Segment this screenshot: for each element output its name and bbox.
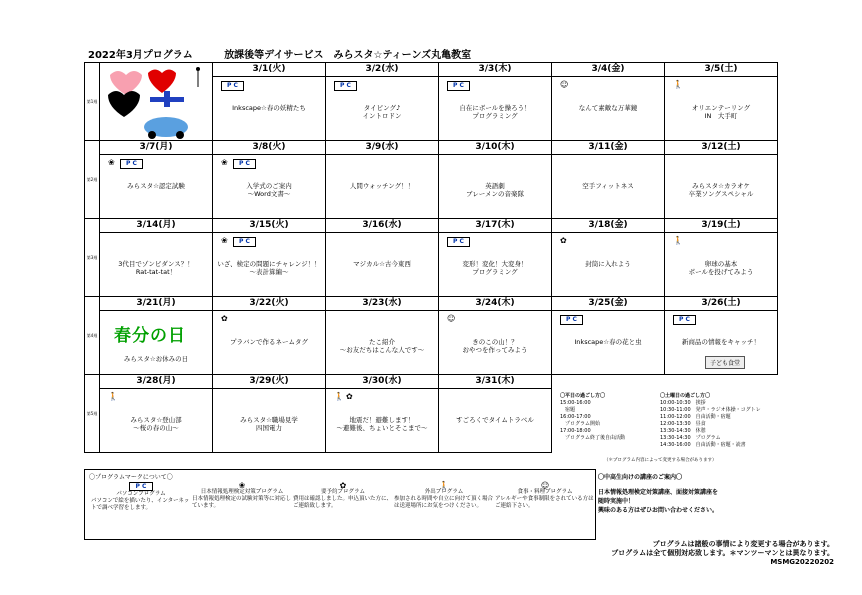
weekday-row: プログラム開始 xyxy=(560,421,600,427)
day-cell xyxy=(665,141,778,219)
day-body xyxy=(665,77,777,140)
day-event: 封筒に入れよう xyxy=(585,260,631,268)
pc-mark-icon: P C xyxy=(233,159,256,169)
saturday-heading: 〇土曜日の過ごし方〇 xyxy=(660,393,711,399)
outing-icon: 🚶 xyxy=(439,481,449,490)
saturday-row: 12:00-13:30 昼食 xyxy=(660,421,706,427)
legend-title: 要予約プログラム xyxy=(321,489,365,495)
day-event: Inkscape☆春の妖精たち xyxy=(232,104,306,112)
day-body xyxy=(213,389,325,452)
legend-title: 食事・料理プログラム xyxy=(517,489,573,495)
footer-line: プログラムは全て個別対応致します。＊マンツーマンとは異なります。 xyxy=(611,549,834,557)
day-body xyxy=(552,233,664,296)
day-body xyxy=(326,389,438,452)
info-line: 興味のある方はぜひお問い合わせください。 xyxy=(598,507,719,514)
day-date: 3/11(金) xyxy=(552,141,664,155)
meal-icon: ☺ xyxy=(560,80,569,89)
day-cell xyxy=(326,63,439,141)
weekday-row: 宿題 xyxy=(560,407,576,413)
day-date: 3/30(水) xyxy=(326,375,438,389)
footer xyxy=(611,540,834,567)
day-event: 人間ウォッチング！！ xyxy=(349,182,415,190)
shunbun-text: 春分の日 xyxy=(114,326,186,346)
day-event: 英語劇 ブレーメンの音楽隊 xyxy=(466,182,524,198)
legend-desc: 費用は確認しました。申込頂いた方に、ご連絡致します。 xyxy=(293,496,393,509)
saturday-row: 13:30-14:30 プログラム xyxy=(660,435,721,441)
week-label: 第1週 xyxy=(85,63,100,141)
legend-desc: アレルギーや食事制限をされている方はご連絡下さい。 xyxy=(495,496,594,509)
day-body xyxy=(326,77,438,140)
day-date: 3/15(火) xyxy=(213,219,325,233)
legend-item xyxy=(293,482,393,510)
saturday-schedule xyxy=(660,393,774,449)
info-line: 日本情報処理検定対策講座、面接対策講座を xyxy=(598,489,719,496)
weekday-row: プログラム終了後自由活動 xyxy=(560,435,625,441)
day-date: 3/4(金) xyxy=(552,63,664,77)
outing-icon: 🚶 xyxy=(673,80,683,89)
info-line: 随時実施中！ xyxy=(598,498,635,505)
day-body xyxy=(100,63,212,140)
legend-heading: 〇プログラムマークについて〇 xyxy=(89,474,173,481)
day-event: なんて素敵な万華鏡 xyxy=(578,104,638,112)
day-date: 3/17(木) xyxy=(439,219,551,233)
outing-icon: 🚶 xyxy=(334,392,344,401)
kids-cafeteria-tag: 子ども食堂 xyxy=(705,356,745,369)
day-event: みらスタ☆登山部 ～桜の春の山～ xyxy=(130,416,182,432)
day-date: 3/2(水) xyxy=(326,63,438,77)
day-event: すごろくでタイムトラベル xyxy=(456,416,534,424)
day-date: 3/23(水) xyxy=(326,297,438,311)
pc-mark-icon: P C xyxy=(334,81,357,91)
day-cell xyxy=(552,141,665,219)
day-cell xyxy=(213,63,326,141)
day-body xyxy=(439,77,551,140)
day-event: 地震だ！避難します！ ～避難後、ちょいとそこまで～ xyxy=(336,416,428,432)
outing-icon: 🚶 xyxy=(673,236,683,245)
day-event: たこ紹介 ～お友だちはこんな人です～ xyxy=(339,338,425,354)
day-body xyxy=(665,233,777,296)
week-row xyxy=(85,141,778,219)
week-row xyxy=(85,297,778,375)
day-cell xyxy=(552,63,665,141)
legend xyxy=(84,469,596,540)
day-date: 3/18(金) xyxy=(552,219,664,233)
day-body xyxy=(326,233,438,296)
day-event: 入学式のご案内 ～Word文書～ xyxy=(246,182,292,198)
weekday-schedule xyxy=(560,393,660,442)
saturday-row: 11:00-12:00 自由活動・宿題 xyxy=(660,414,731,420)
day-body xyxy=(213,155,325,218)
week-label: 第4週 xyxy=(85,297,100,375)
day-cell xyxy=(439,375,552,453)
pc-mark-icon: P C xyxy=(120,159,143,169)
saturday-row: 10:30-11:00 発声・ラジオ体操・コグトレ xyxy=(660,407,761,413)
day-event: みらスタ☆認定試験 xyxy=(127,182,185,190)
day-body xyxy=(100,233,212,296)
day-cell xyxy=(100,297,213,375)
day-event: みらスタ☆お休みの日 xyxy=(123,355,189,363)
day-body xyxy=(326,311,438,374)
day-event: 卵球の基本 ボールを投げてみよう xyxy=(688,260,754,276)
day-cell xyxy=(439,63,552,141)
pc-mark-icon: P C xyxy=(560,315,583,325)
info-heading: 〇中高生向けの講座のご案内〇 xyxy=(598,474,683,481)
day-body xyxy=(665,311,777,374)
pc-mark-icon: P C xyxy=(673,315,696,325)
day-cell xyxy=(439,297,552,375)
day-date: 3/12(土) xyxy=(665,141,777,155)
day-cell xyxy=(665,297,778,375)
day-cell xyxy=(213,141,326,219)
day-date: 3/3(木) xyxy=(439,63,551,77)
day-date: 3/22(火) xyxy=(213,297,325,311)
day-body xyxy=(552,155,664,218)
day-date: 3/16(水) xyxy=(326,219,438,233)
weekday-row: 17:00-18:00 xyxy=(560,428,591,434)
day-cell xyxy=(326,141,439,219)
day-body xyxy=(326,155,438,218)
day-date: 3/9(水) xyxy=(326,141,438,155)
certification-icon: ❀ xyxy=(221,236,228,245)
weekday-row: 15:00-16:00 xyxy=(560,400,591,406)
week-row xyxy=(85,219,778,297)
week-row xyxy=(85,63,778,141)
day-event: オリエンテーリング IN 大手町 xyxy=(691,104,751,120)
certification-icon: ❀ xyxy=(238,481,246,490)
title-year-month: 2022年3月プログラム xyxy=(88,50,193,61)
day-date: 3/5(土) xyxy=(665,63,777,77)
day-body xyxy=(100,155,212,218)
outing-icon: 🚶 xyxy=(108,392,118,401)
legend-desc: 参加される時間や自立に向けて頂く場合は送迎場所にお気をつけください。 xyxy=(394,496,494,509)
day-body xyxy=(665,155,777,218)
day-cell xyxy=(100,375,213,453)
day-body xyxy=(100,311,212,374)
day-body xyxy=(213,77,325,140)
spring-clipart-icon xyxy=(100,63,212,140)
day-date: 3/25(金) xyxy=(552,297,664,311)
saturday-row: 10:00-10:30 挨拶 xyxy=(660,400,706,406)
footer-line: プログラムは諸般の事情により変更する場合があります。 xyxy=(652,540,834,548)
reservation-icon: ✿ xyxy=(346,392,353,401)
title-service: 放課後等デイサービス みらスタ☆ティーンズ丸亀教室 xyxy=(224,50,472,61)
day-cell xyxy=(326,297,439,375)
pc-mark-icon: P C xyxy=(447,81,470,91)
page-title xyxy=(88,46,471,61)
day-date: 3/7(月) xyxy=(100,141,212,155)
day-body xyxy=(439,233,551,296)
day-cell xyxy=(213,297,326,375)
day-event: みらスタ☆カラオケ 卒業ソングスペシャル xyxy=(688,182,754,198)
day-event: プラバンで作るネームタグ xyxy=(230,338,308,346)
day-date: 3/8(火) xyxy=(213,141,325,155)
weekday-heading: 〇平日の過ごし方〇 xyxy=(560,393,606,399)
day-date: 3/26(土) xyxy=(665,297,777,311)
day-date: 3/31(木) xyxy=(439,375,551,389)
day-body xyxy=(552,311,664,374)
day-body xyxy=(439,389,551,452)
day-cell xyxy=(439,219,552,297)
week-label: 第5週 xyxy=(85,375,100,453)
day-event: 自在にボールを操ろう！ プログラミング xyxy=(459,104,531,120)
day-event: タイピング♪ イントロドン xyxy=(362,104,402,120)
pc-mark-icon: P C xyxy=(447,237,470,247)
day-event: Inkscape☆春の花と虫 xyxy=(574,338,642,346)
day-body xyxy=(439,311,551,374)
week-label: 第3週 xyxy=(85,219,100,297)
legend-item xyxy=(91,482,191,512)
saturday-row: 14:30-16:00 自由活動・宿題・読書 xyxy=(660,442,746,448)
day-body xyxy=(439,155,551,218)
day-cell xyxy=(552,219,665,297)
saturday-note: （＊プログラム内容によって変更する場合があります） xyxy=(604,458,717,463)
day-cell xyxy=(100,219,213,297)
legend-item xyxy=(495,482,595,510)
certification-icon: ❀ xyxy=(221,158,228,167)
day-body xyxy=(213,233,325,296)
weekday-row: 16:00-17:00 xyxy=(560,414,591,420)
pc-mark-icon: P C xyxy=(129,482,154,491)
reservation-icon: ✿ xyxy=(339,481,347,490)
saturday-row: 13:30-14:30 休憩 xyxy=(660,428,706,434)
day-event: 空手フィットネス xyxy=(582,182,634,190)
legend-title: 外出プログラム xyxy=(424,489,464,495)
day-date: 3/21(月) xyxy=(100,297,212,311)
legend-desc: 日本情報処理検定の試験対策等に対応しています。 xyxy=(192,496,292,509)
schedule-notice xyxy=(556,393,774,465)
day-date: 3/24(木) xyxy=(439,297,551,311)
meal-icon: ☺ xyxy=(540,481,550,490)
day-date: 3/19(土) xyxy=(665,219,777,233)
day-body xyxy=(213,311,325,374)
day-cell xyxy=(665,219,778,297)
day-event: いざ、検定の問題にチャレンジ！！ ～表計算編～ xyxy=(217,260,321,276)
day-event: 新商品の情報をキャッチ！ xyxy=(682,338,760,346)
day-cell xyxy=(213,219,326,297)
day-date: 3/28(月) xyxy=(100,375,212,389)
pc-mark-icon: P C xyxy=(233,237,256,247)
week-label: 第2週 xyxy=(85,141,100,219)
legend-item xyxy=(192,482,292,510)
meal-icon: ☺ xyxy=(447,314,456,323)
day-cell xyxy=(326,375,439,453)
legend-title: パソコンプログラム xyxy=(116,491,166,497)
day-date: 3/14(月) xyxy=(100,219,212,233)
legend-desc: パソコンで絵を描いたり、インターネットで調べ学習をします。 xyxy=(91,498,190,511)
day-body xyxy=(100,389,212,452)
day-cell xyxy=(552,297,665,375)
day-cell xyxy=(439,141,552,219)
reservation-icon: ✿ xyxy=(221,314,228,323)
day-event: みらスタ☆職場見学 四国電力 xyxy=(240,416,298,432)
day-date: 3/29(火) xyxy=(213,375,325,389)
day-cell xyxy=(100,63,213,141)
course-info xyxy=(598,473,798,515)
pc-mark-icon: P C xyxy=(221,81,244,91)
day-cell xyxy=(100,141,213,219)
reservation-icon: ✿ xyxy=(560,236,567,245)
day-event: きのこの山！？ おやつを作ってみよう xyxy=(462,338,528,354)
day-cell xyxy=(213,375,326,453)
day-event: 3代目でゾンビダンス？！ Rat-tat-tat！ xyxy=(118,260,194,276)
certification-icon: ❀ xyxy=(108,158,115,167)
day-event: マジカル☆古今東西 xyxy=(353,260,411,268)
day-event: 変形！変化！大変身！ プログラミング xyxy=(462,260,528,276)
day-cell xyxy=(326,219,439,297)
legend-item xyxy=(394,482,494,510)
day-cell xyxy=(665,63,778,141)
footer-code: MSMG20220202 xyxy=(770,558,834,566)
day-date: 3/1(火) xyxy=(213,63,325,77)
day-date: 3/10(木) xyxy=(439,141,551,155)
day-body xyxy=(552,77,664,140)
legend-title: 日本情報処理検定対策プログラム xyxy=(200,489,284,495)
